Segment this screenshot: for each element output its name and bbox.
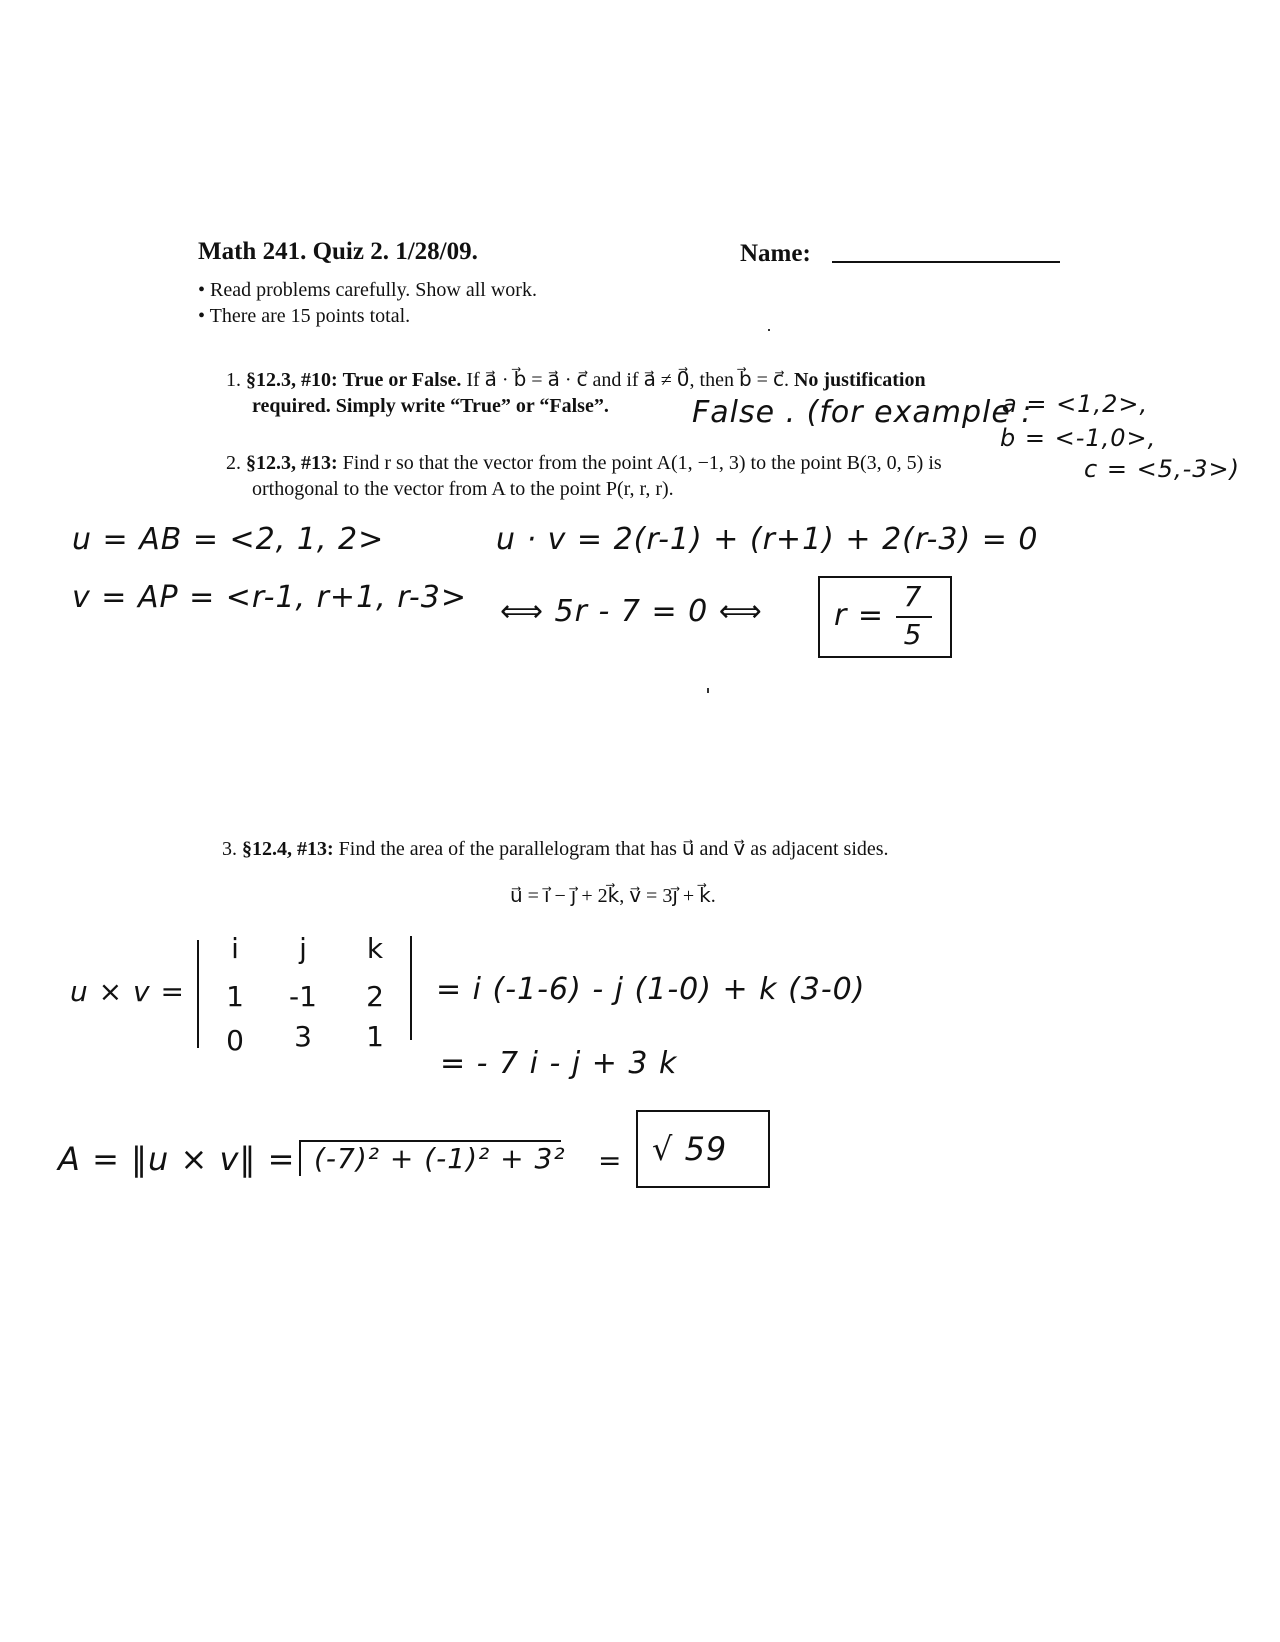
determinant-left-bar [197, 940, 199, 1048]
sqrt-left-bar [299, 1142, 301, 1176]
problem-1-text: If a⃗ · b⃗ = a⃗ · c⃗ and if a⃗ ≠ 0⃗, then b⃗ = c⃗. [466, 369, 789, 391]
problem-3-ref: §12.4, #13: [242, 838, 334, 860]
problem-1-tail: No justification [793, 369, 926, 391]
p1-example-a: a = <1,2>, [1002, 390, 1149, 418]
p3-answer-box [636, 1110, 770, 1188]
problem-1-ref: §12.3, #10: [246, 369, 338, 391]
matrix-cell: -1 [289, 980, 317, 1013]
p3-expansion: = i (-1-6) - j (1-0) + k (3-0) [436, 972, 866, 1007]
p3-cross-lhs: u × v = [70, 975, 185, 1008]
p1-example-c: c = <5,-3>) [1084, 455, 1240, 483]
matrix-cell: 1 [366, 1020, 384, 1053]
problem-1-number: 1. [226, 369, 241, 391]
problem-2 [226, 450, 942, 476]
p3-cross-result: = - 7 i - j + 3 k [440, 1046, 678, 1081]
p3-final-answer: √ 59 [652, 1130, 728, 1168]
problem-2-line-2: orthogonal to the vector from A to the point P(r, r, r). [252, 478, 674, 500]
problem-2-line-1: Find r so that the vector from the point A(1, −1, 3) to the point B(3, 0, 5) is [342, 452, 942, 474]
instruction-2: • There are 15 points total. [198, 305, 411, 327]
p3-area-lhs: A = ‖u × v‖ = [58, 1140, 296, 1178]
p2-answer-denominator: 5 [903, 618, 923, 651]
p2-answer-r: r = [834, 598, 885, 633]
determinant-right-bar [410, 936, 412, 1040]
problem-3 [222, 836, 889, 862]
p3-sqrt-radicand: (-7)² + (-1)² + 3² [314, 1142, 566, 1175]
problem-1-lead: True or False. [342, 369, 462, 391]
p2-dot-product: u · v = 2(r-1) + (r+1) + 2(r-3) = 0 [496, 522, 1039, 557]
p2-vector-u: u = AB = <2, 1, 2> [72, 522, 385, 557]
matrix-i: i [231, 932, 239, 965]
problem-3-text: Find the area of the parallelogram that has u⃗ and v⃗ as adjacent sides. [338, 838, 889, 860]
problem-1-line-2: required. Simply write “True” or “False”. [252, 395, 609, 417]
quiz-title: Math 241. Quiz 2. 1/28/09. [198, 238, 478, 265]
problem-2-number: 2. [226, 452, 241, 474]
p1-answer: False . (for example : [692, 395, 1033, 430]
p3-area-equals: = [598, 1144, 623, 1177]
name-label: Name: [740, 240, 811, 267]
p1-example-b: b = <-1,0>, [1000, 424, 1157, 452]
p2-answer-box [818, 576, 952, 658]
matrix-k: k [366, 932, 384, 965]
p2-solve: ⟺ 5r - 7 = 0 ⟺ [500, 594, 763, 629]
problem-2-ref: §12.3, #13: [246, 452, 338, 474]
matrix-cell: 1 [226, 980, 244, 1013]
determinant-matrix [205, 932, 405, 1057]
instruction-1: • Read problems carefully. Show all work. [198, 279, 537, 301]
stray-mark [707, 688, 709, 693]
problem-3-given: u⃗ = i⃗ − j⃗ + 2k⃗, v⃗ = 3j⃗ + k⃗. [510, 885, 716, 907]
problem-1 [226, 367, 926, 393]
stray-mark [768, 329, 770, 331]
p2-vector-v: v = AP = <r-1, r+1, r-3> [72, 580, 467, 615]
matrix-j: j [299, 932, 307, 965]
matrix-cell: 0 [226, 1024, 244, 1057]
name-field-line [832, 261, 1060, 263]
problem-3-number: 3. [222, 838, 237, 860]
p2-answer-numerator: 7 [903, 580, 923, 613]
matrix-cell: 2 [366, 980, 384, 1013]
matrix-cell: 3 [294, 1020, 312, 1053]
